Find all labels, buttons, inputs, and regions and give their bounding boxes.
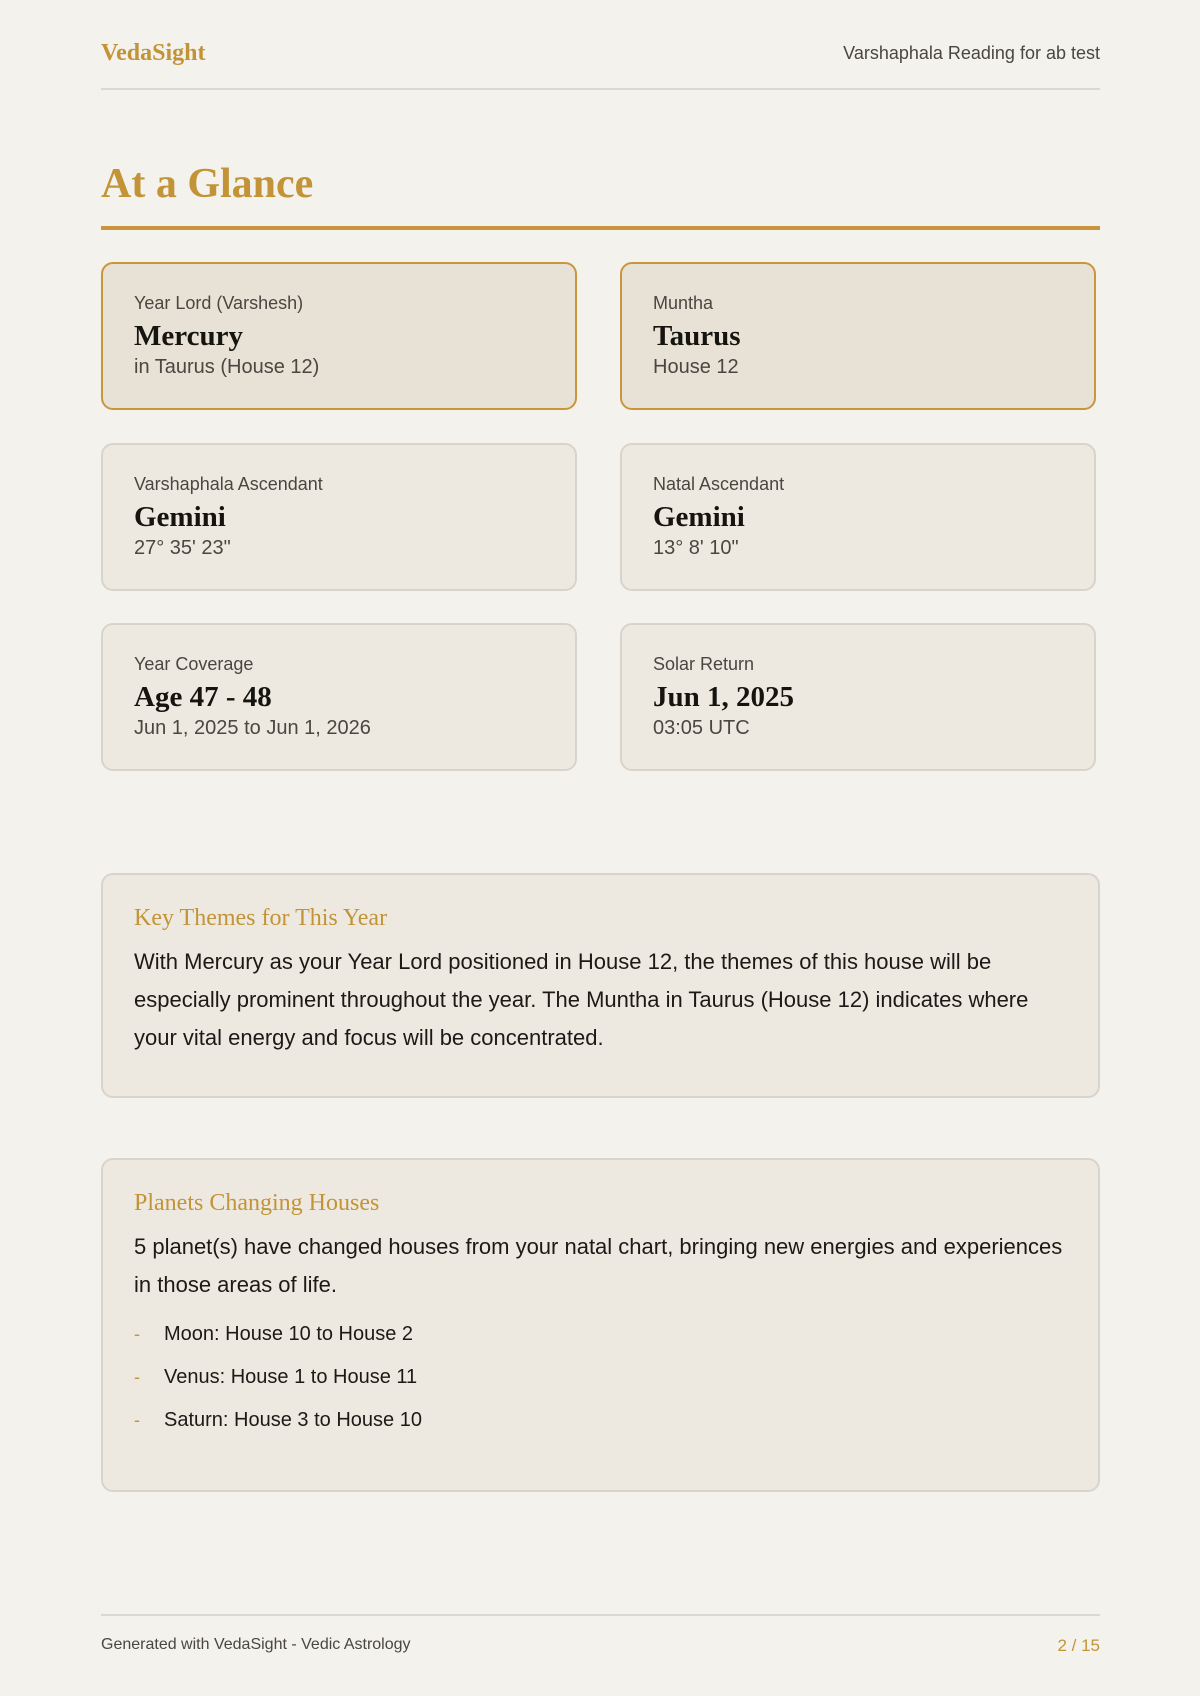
list-item-text: Saturn: House 3 to House 10 (164, 1409, 422, 1431)
list-item (134, 1365, 1068, 1389)
planets-changing-title: Planets Changing Houses (134, 1190, 380, 1216)
card-muntha (620, 262, 1096, 410)
card-label: Natal Ascendant (653, 474, 785, 494)
card-value: Jun 1, 2025 (653, 681, 795, 713)
list-item-text: Moon: House 10 to House 2 (164, 1323, 414, 1345)
key-themes-text: With Mercury as your Year Lord positioned in House 12, the themes of this house will be especially prominent throughout the year. The Muntha in Taurus (House 12) indicates where your vital energy and focus will be concentrated. (134, 949, 1029, 1050)
card-sub: 13° 8' 10" (653, 537, 739, 559)
card-label: Year Lord (Varshesh) (134, 293, 304, 313)
house-change-list (134, 1322, 1068, 1432)
card-value: Gemini (653, 501, 745, 533)
card-natal-ascendant (620, 443, 1096, 591)
page-footer (101, 1614, 1100, 1662)
card-label: Varshaphala Ascendant (134, 474, 323, 494)
card-label: Solar Return (653, 654, 755, 674)
list-item (134, 1408, 1068, 1432)
card-sub: 27° 35' 23" (134, 537, 231, 559)
card-label: Muntha (653, 293, 714, 313)
title-divider (101, 226, 1100, 230)
card-value: Gemini (134, 501, 226, 533)
planets-changing-panel (101, 1158, 1100, 1492)
card-varshaphala-ascendant (101, 443, 577, 591)
card-sub: House 12 (653, 356, 739, 378)
bullet-dash: - (134, 1410, 140, 1430)
page-number: 2 / 15 (1057, 1636, 1100, 1655)
card-value: Taurus (653, 320, 741, 352)
card-solar-return (620, 623, 1096, 771)
card-year-lord (101, 262, 577, 410)
card-year-coverage (101, 623, 577, 771)
list-item (134, 1322, 1068, 1346)
card-sub: Jun 1, 2025 to Jun 1, 2026 (134, 717, 371, 739)
report-subtitle: Varshaphala Reading for ab test (843, 43, 1100, 63)
card-label: Year Coverage (134, 654, 254, 674)
list-item-text: Venus: House 1 to House 11 (164, 1366, 418, 1388)
key-themes-panel (101, 873, 1100, 1098)
card-sub: 03:05 UTC (653, 717, 750, 739)
report-page (101, 0, 1100, 1696)
card-value: Age 47 - 48 (134, 681, 272, 713)
bullet-dash: - (134, 1324, 140, 1344)
footer-credit: Generated with VedaSight - Vedic Astrology (101, 1636, 411, 1653)
card-value: Mercury (134, 320, 243, 352)
brand-logo: VedaSight (101, 40, 206, 66)
page-header (101, 38, 1100, 90)
planets-changing-text: 5 planet(s) have changed houses from your natal chart, bringing new energies and experiences in those areas of life. (134, 1234, 1063, 1297)
bullet-dash: - (134, 1367, 140, 1387)
card-sub: in Taurus (House 12) (134, 356, 320, 378)
key-themes-title: Key Themes for This Year (134, 905, 388, 931)
page-title: At a Glance (101, 161, 314, 207)
